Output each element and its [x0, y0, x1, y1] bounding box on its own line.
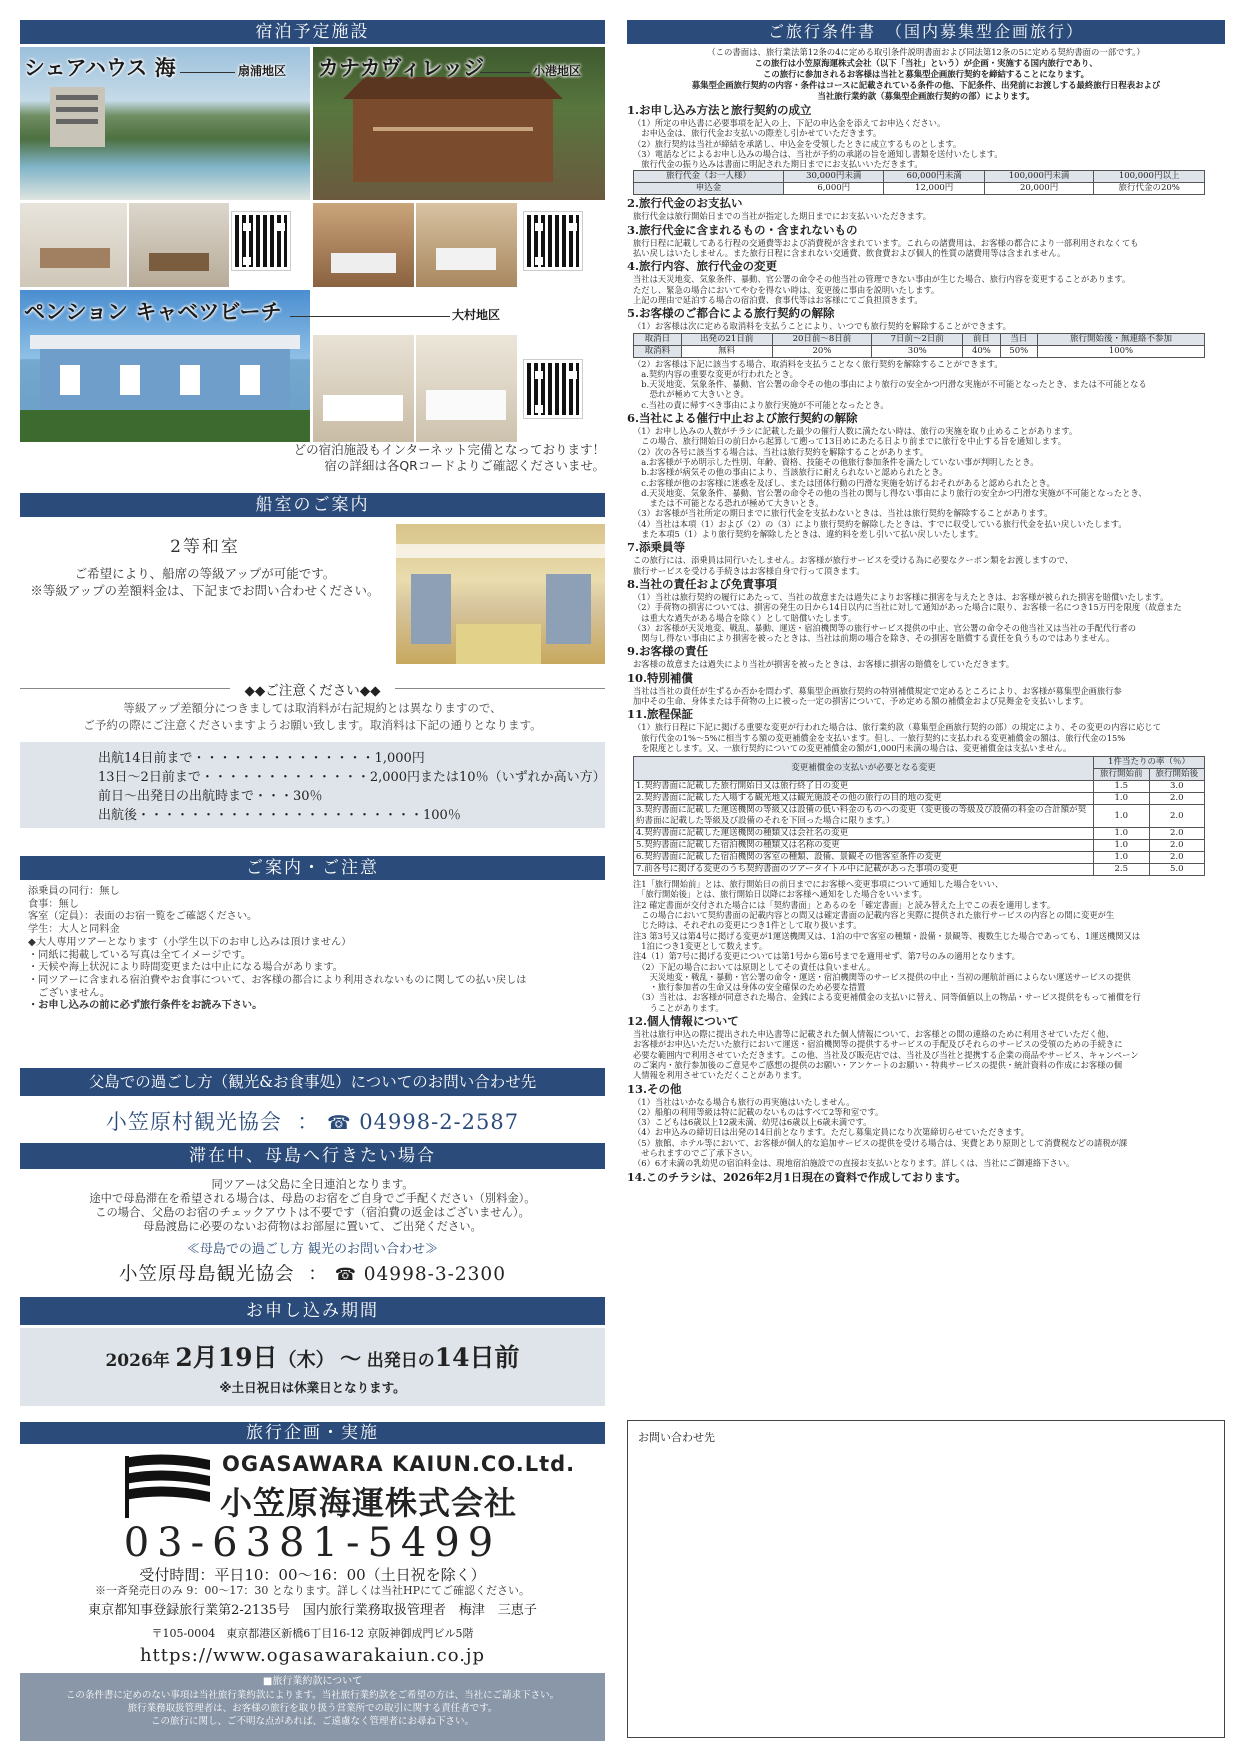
section-13-line: （2）船舶の利用等級は特に記載のないものはすべて2等和室です。 — [633, 1106, 884, 1117]
deposit-cell: 30,000円未満 — [784, 171, 884, 183]
section-12-line: 当社は旅行申込の際に提出された申込書等に記載された個人情報について、お客様との間の連絡のために利用させていただく他、 — [633, 1029, 1114, 1040]
cancel-cell: 20日前～8日前 — [772, 333, 872, 345]
organizer-section — [20, 1422, 605, 1444]
section-13-title: 13.その他 — [627, 1081, 682, 1096]
share-house-qr-icon[interactable] — [232, 212, 290, 270]
period-tilde: ～ — [340, 1346, 362, 1371]
facilities-note-1: どの宿泊施設もインターネット完備となっております！ — [293, 442, 605, 457]
organizer-header: 旅行企画・実施 — [20, 1422, 605, 1444]
kanaka-room-photo-2 — [416, 203, 517, 287]
section-7-title: 7.添乗員等 — [627, 540, 686, 555]
guide-line: 食事：無し — [28, 898, 79, 910]
facilities-section — [20, 20, 605, 44]
section-1-line: （2）旅行契約は当社が締結を承諾し、申込金を受領したときに成立するものとします。 — [633, 138, 962, 149]
comp-cell: 2.0 — [1149, 828, 1205, 840]
guide-line: ・お申し込みの前に必ず旅行条件をお読み下さい。 — [28, 1000, 263, 1012]
section-2-title: 2.旅行代金のお支払い — [627, 196, 743, 211]
section-6-line: a.お客様が予め明示した性別、年齢、資格、技能その他旅行参加条件を満たしていない事が判明したとき。 — [633, 456, 1039, 467]
section-6-line: （2）次の各号に該当する場合は、当社は旅行契約を解除することがあります。 — [633, 446, 929, 457]
note-line: 注4（1）第7号に掲げる変更については第1号から第6号までを適用せず、第7号のみの適用となります。 — [633, 951, 1020, 962]
section-1-line: お申込金は、旅行代金お支払いの際差し引かせていただきます。 — [633, 128, 882, 139]
intro-line: この旅行に参加されるお客様は当社と募集型企画旅行契約を締結することになります。 — [763, 69, 1089, 79]
facility-name-2: カナカヴィレッジ — [318, 56, 485, 80]
comp-cell: 2.0 — [1149, 805, 1205, 828]
conditions-header: ご旅行条件書 （国内募集型企画旅行） — [627, 20, 1225, 44]
section-5-line: 恐れが極めて大きいとき。 — [633, 389, 749, 400]
deposit-cell: 旅行代金の20% — [1094, 183, 1205, 195]
section-8-line: （2）手荷物の損害については、損害の発生の日から14日以内に当社に対して通知があった場合に限り、お客様一名につき15万円を限度（故意また — [633, 602, 1182, 613]
hahajima-contact: 小笠原母島観光協会 ： ☎ 04998-3-2300 — [119, 1264, 506, 1285]
deposit-cell: 6,000円 — [784, 183, 884, 195]
period-days: 14日前 — [434, 1343, 520, 1372]
cancel-cell: 無料 — [681, 345, 772, 357]
hahajima-section — [20, 1143, 605, 1169]
guide-line: 添乗員の同行：無し — [28, 886, 120, 897]
period-section — [20, 1297, 605, 1325]
note-line: 注2 確定書面が交付された場合には「契約書面」とあるのを「確定書面」と読み替えた上でこの表を適用します。 — [633, 899, 1056, 910]
hahajima-line: この場合、父島のお宿のチェックアウトは不要です（宿泊費の返金はございません）。 — [95, 1206, 530, 1219]
note-line: 1泊につき1変更として数えます。 — [633, 940, 768, 951]
period-date — [20, 1338, 605, 1374]
cancel-cell: 30% — [872, 345, 963, 357]
section-12-line: 人情報を利用させていただくことがあります。 — [633, 1070, 807, 1081]
hahajima-sub: ≪母島での過ごし方 観光のお問い合わせ≫ — [186, 1242, 439, 1257]
comp-cell: 1.0 — [1094, 840, 1150, 852]
cancel-cell: 当日 — [1000, 333, 1037, 345]
hahajima-header: 滞在中、母島へ行きたい場合 — [20, 1143, 605, 1169]
section-7-line: 旅行サービスを受ける手続きはお客様自身で行って頂きます。 — [633, 565, 865, 576]
deposit-cell: 12,000円 — [884, 183, 984, 195]
section-5-title: 5.お客様のご都合による旅行契約の解除 — [627, 306, 835, 321]
cabin-title: 2等和室 — [170, 537, 240, 557]
section-14-title: 14.このチラシは、2026年2月1日現在の資料で作成しております。 — [627, 1170, 967, 1184]
pension-qr-icon[interactable] — [524, 360, 582, 418]
section-4-line: 上記の理由で延泊する場合の宿泊費、食事代等はお客様にてご負担頂きます。 — [633, 294, 923, 305]
share-house-room-photo-1 — [20, 203, 127, 287]
guide-line: ・同ツアーに含まれる宿泊費やお食事について、お客様の都合により利用されないものに関しての払い戻しは — [28, 974, 527, 986]
facility-area-3: 大村地区 — [452, 308, 501, 322]
section-10-line: 当社は当社の責任が生ずるか否かを問わず、募集型企画旅行契約の特別補償規定で定めるところにより、お客様が募集型企画旅行参 — [633, 685, 1122, 696]
comp-head: 旅行開始後 — [1149, 769, 1205, 781]
section-6-line: また本項5（1）より旅行契約を解除したときは、違約料を差し引いて払い戻しいたします。 — [633, 529, 984, 540]
comp-cell: 1.契約書面に記載した旅行開始日又は旅行終了日の変更 — [634, 781, 1094, 793]
facilities-header: 宿泊予定施設 — [20, 20, 605, 44]
company-name-jp: 小笠原海運株式会社 — [220, 1484, 518, 1522]
guide-line: 学生：大人と同料金 — [28, 924, 120, 936]
facility-area-1: 扇浦地区 — [238, 64, 287, 78]
section-13-line: せられますのでご了承下さい。 — [633, 1148, 758, 1158]
cancel-cell: 取消日 — [634, 333, 682, 345]
section-13-line: （4）お申込みの締切日は出発の14日前となります。ただし募集定員になり次第締切らせていただきます。 — [633, 1127, 1029, 1138]
section-5-line: （2）お客様は下記に該当する場合、取消料を支払うことなく旅行契約を解除することができます。 — [633, 358, 1003, 369]
cabin-photo — [396, 524, 605, 664]
note-line: 注1「旅行開始前」とは、旅行開始日の前日までにお客様へ変更事項について通知した場合をいい、 — [633, 879, 1004, 890]
terms-footer-title: ■旅行業約款について — [262, 1676, 363, 1687]
comp-cell: 2.0 — [1149, 852, 1205, 864]
section-6-line: c.お客様が他のお客様に迷惑を及ぼし、または団体行動の円滑な実施を妨げるおそれがあると認められたとき。 — [633, 477, 1055, 488]
caution-line-2: ご予約の際にご注意くださいますようお願い致します。取消料は下記の通りとなります。 — [83, 718, 542, 732]
cancel-cell: 7日前～2日前 — [872, 333, 963, 345]
hahajima-line: 母島渡島に必要のないお荷物はお部屋に置いて、ご出発ください。 — [143, 1220, 482, 1233]
hahajima-line: 途中で母島滞在を希望される場合は、母島のお宿をご自身でご手配ください（別料金）。 — [89, 1192, 536, 1205]
caution-rule-right — [395, 688, 605, 689]
comp-cell: 2.0 — [1149, 793, 1205, 805]
compensation-table — [633, 756, 1205, 876]
note-line: （2）下記の場合においては原則としてその責任は負いません。 — [633, 961, 876, 972]
pension-room-photo-1 — [313, 335, 414, 442]
section-13-line: （6）6才未満の乳幼児の宿泊料金は、現地宿泊施設での直接お支払いとなります。詳しくは、当社にご御連絡下さい。 — [633, 1158, 1075, 1169]
fee-line-1: 出航14日前まで・・・・・・・・・・・・・・1,000円 — [98, 751, 425, 766]
intro-line: この旅行は小笠原海運株式会社（以下「当社」という）が企画・実施する国内旅行であり、 — [754, 58, 1098, 68]
cancel-cell: 出発の21日前 — [681, 333, 772, 345]
section-1-title: 1.お申し込み方法と旅行契約の成立 — [627, 103, 812, 117]
facility-line-2 — [480, 72, 530, 73]
deposit-cell: 20,000円 — [984, 183, 1093, 195]
deposit-cell: 100,000円未満 — [984, 171, 1093, 183]
hahajima-line: 同ツアーは父島に全日連泊となります。 — [211, 1178, 414, 1191]
caution-title: ◆◆ご注意ください◆◆ — [244, 683, 381, 699]
section-7-line: この旅行には、添乗員は同行いたしません。お客様が旅行サービスを受ける為に必要なクーポン類をお渡しますので、 — [633, 555, 1074, 566]
section-4-line: 当社は天災地変、気象条件、暴動、官公署の命令その他当社の管理できない事由が生じた場合、旅行内容を変更することがあります。 — [633, 274, 1131, 285]
company-tel[interactable]: 03-6381-5499 — [123, 1520, 502, 1566]
deposit-table — [633, 170, 1205, 195]
share-house-room-photo-2 — [129, 203, 229, 287]
section-1-line: （3）電話などによるお申し込みの場合は、当社が予約の承諾の旨を通知し書類を送付いたします。 — [633, 148, 1003, 159]
section-6-line: （3）お客様が当社所定の期日までに旅行代金を支払わないときは、当社は旅行契約を解除することがあります。 — [633, 508, 1053, 519]
cabin-header: 船室のご案内 — [20, 493, 605, 517]
note-line: じた時は、それぞれの変更につき1件として取り扱います。 — [633, 920, 862, 931]
guide-line: 客室（定員）：表面のお宿一覧をご確認ください。 — [28, 911, 258, 923]
company-license: 東京都知事登録旅行業第2-2135号 国内旅行業務取扱管理者 梅津 三恵子 — [88, 1603, 537, 1618]
intro-line: 当社旅行業約款（募集型企画旅行契約の部）によります。 — [817, 91, 1035, 101]
note-line: 天災地変・戦乱・暴動・官公署の命令・運送・宿泊機関等のサービス提供の中止・当初の運航計画によらない運送サービスの提供 — [633, 971, 1131, 982]
comp-cell: 2.契約書面に記載した入場する観光地又は観光施設その他の旅行の目的地の変更 — [634, 793, 1094, 805]
company-url[interactable]: https://www.ogasawarakaiun.co.jp — [139, 1645, 486, 1666]
guide-header: ご案内・ご注意 — [20, 856, 605, 880]
company-name-en: OGASAWARA KAIUN.CO.Ltd. — [222, 1452, 576, 1476]
terms-footer — [20, 1673, 605, 1741]
hahajima-lines — [20, 1178, 605, 1234]
note-line: うことがあります。 — [633, 1002, 724, 1013]
period-box — [20, 1328, 605, 1406]
contact-box — [627, 1420, 1225, 1738]
comp-cell: 5.0 — [1149, 864, 1205, 876]
terms-footer-line: この旅行に関し、ご不明な点があれば、ご遠慮なく管理者にお尋ね下さい。 — [150, 1716, 474, 1727]
facility-area-2: 小港地区 — [533, 64, 582, 78]
cancel-cell: 取消料 — [634, 345, 682, 357]
caution-line-1: 等級アップ差額分につきましては取消料が右記規約とは異なりますので、 — [123, 701, 502, 715]
company-hours-note: ※一斉発売日のみ 9：00～17：30 となります。詳しくは当社HPにてご確認ください。 — [94, 1584, 531, 1597]
section-13-line: （1）当社はいかなる場合も旅行の再実施はいたしません。 — [633, 1096, 855, 1107]
cancel-table — [633, 333, 1205, 358]
note-line: （3）当社は、お客様が同意された場合、金銭による変更補償金の支払いに替え、同等価値以上の物品・サービス提供をもって補償を行 — [633, 992, 1141, 1003]
cancel-cell: 前日 — [963, 333, 1000, 345]
caution-rule-left — [20, 688, 230, 689]
comp-head: 旅行開始前 — [1094, 769, 1150, 781]
note-line: この場合において契約書面の記載内容との間又は確定書面の記載内容と実際に提供された旅行サービスの内容との間に変更が生 — [633, 910, 1115, 921]
section-12-line: のご案内・旅行参加後のご意見やご感想の提供のお願い・アンケートのお願い・特典サービスの提供・統計資料の作成にお客様の個 — [633, 1059, 1123, 1070]
section-5-line: a.契約内容の重要な変更が行われたとき。 — [633, 368, 798, 379]
comp-cell: 1.0 — [1094, 793, 1150, 805]
comp-cell: 3.0 — [1149, 781, 1205, 793]
section-6-line: この場合、旅行開始日の前日から起算して遡って13日めにあたる日より前までに旅行を中止する旨を通知します。 — [633, 436, 1067, 447]
kanaka-qr-icon[interactable] — [524, 212, 582, 270]
deposit-cell: 申込金 — [634, 183, 784, 195]
phone-icon: ☎ — [326, 1112, 352, 1134]
section-8-line: （1）当社は旅行契約の履行にあたって、当社の故意または過失によりお客様に損害を与えたときは、お客様が被られた損害を賠償いたします。 — [633, 591, 1169, 602]
comp-cell: 1.0 — [1094, 852, 1150, 864]
fee-line-4: 出航後・・・・・・・・・・・・・・・・・・・・・・100％ — [98, 808, 461, 823]
chichijima-header: 父島での過ごし方（観光&お食事処）についてのお問い合わせ先 — [20, 1068, 605, 1096]
section-4-title: 4.旅行内容、旅行代金の変更 — [627, 259, 778, 274]
comp-cell: 4.契約書面に記載した運送機関の種類又は会社名の変更 — [634, 828, 1094, 840]
facility-name-3: ペンション キャベツビーチ — [24, 300, 282, 324]
section-3-line: 旅行日程に記載してある行程の交通費等および消費税が含まれています。これらの諸費用は、お客様の都合により一部利用されなくても — [633, 237, 1139, 248]
hahajima-tel[interactable]: 04998-3-2300 — [363, 1264, 506, 1285]
section-11-line: 旅行代金の1%～5%に相当する額の変更補償金を支払います。但し、一旅行契約に支払われる変更補償金の額は、旅行代金の15% — [633, 732, 1126, 743]
terms-footer-line: 旅行業務取扱管理者は、お客様の旅行を取り扱う営業所での取引に関する責任者です。 — [127, 1703, 498, 1714]
comp-cell: 2.5 — [1094, 864, 1150, 876]
section-6-line: d.天災地変、気象条件、暴動、官公署の命令その他の当社の関与し得ない事由により旅行の安全かつ円滑な実施が不可能となったとき、 — [633, 487, 1147, 498]
comp-cell: 1.0 — [1094, 805, 1150, 828]
section-6-line: b.お客様が病気その他の事由により、当該旅行に耐えられないと認められたとき。 — [633, 467, 948, 478]
terms-footer-line: この条件書に定めのない事項は当社旅行業約款によります。当社旅行業約款をご希望の方は、当社にご請求下さい。 — [65, 1690, 560, 1701]
note-line: ・旅行参加者の生命又は身体の安全確保のため必要な措置 — [633, 982, 866, 993]
period-header: お申し込み期間 — [20, 1297, 605, 1325]
note-line: 注3 第3号又は第4号に掲げる変更が1運送機関又は、1泊の中で客室の種類・設備・景観等、複数生じた場合であっても、1運送機関又は — [633, 930, 1141, 941]
comp-head: 1件当たりの率（％） — [1094, 757, 1205, 769]
cabin-desc-2: ※等級アップの差額料金は、下記までお問い合わせください。 — [30, 583, 380, 598]
conditions-section — [627, 20, 1225, 1185]
section-5-line: c.当社の責に帰すべき事由により旅行実施が不可能となったとき。 — [633, 399, 889, 410]
cancel-cell: 50% — [1000, 345, 1037, 357]
intro-line: 募集型企画旅行契約の内容・条件はコースに記載されている条件の他、下記条件、出発前にお渡しする最終旅行日程表および — [691, 80, 1161, 90]
deposit-cell: 旅行代金（お一人様） — [634, 171, 784, 183]
hahajima-org: 小笠原母島観光協会 — [119, 1264, 295, 1285]
section-11-title: 11.旅程保証 — [627, 707, 694, 722]
facility-name-1: シェアハウス 海 — [24, 56, 176, 80]
pension-room-photo-2 — [416, 335, 517, 442]
facilities-note-2: 宿の詳細は各QRコードよりご確認くださいませ。 — [324, 458, 605, 473]
comp-cell: 5.契約書面に記載した宿泊機関の種類又は名称の変更 — [634, 840, 1094, 852]
section-3-title: 3.旅行代金に含まれるもの・含まれないもの — [627, 222, 858, 237]
section-2-line: 旅行代金は旅行開始日までの当社が指定した期日までにお支払いいただきます。 — [633, 211, 932, 222]
section-8-title: 8.当社の責任および免責事項 — [627, 576, 778, 591]
kanaka-room-photo-1 — [313, 203, 414, 287]
section-13-line: （3）こどもは6歳以上12歳未満、幼児は6歳以上6歳未満です。 — [633, 1117, 872, 1128]
comp-cell: 3.契約書面に記載した運送機関の等級又は設備の低い料金のものへの変更（変更後の等級及び設備の料金の合計額が契約書面に記載した等級及び設備のそれを下回った場合に限ります。） — [634, 805, 1094, 828]
section-1-line: 旅行代金の振り込みは書面に明記された期日までにお支払いいただきます。 — [633, 159, 923, 170]
chichijima-contact: 小笠原村観光協会 ： ☎ 04998-2-2587 — [105, 1110, 520, 1134]
section-10-line: 加中その生命、身体または手荷物の上に被った一定の損害について、予め定める額の補償金および見舞金を支払いします。 — [633, 695, 1089, 706]
section-11-line: （1）旅行日程に下記に掲げる重要な変更が行われた場合は、旅行業約款（募集型企画旅行契約の部）の規定により、その変更の内容に応じて — [633, 722, 1161, 733]
section-6-line: （1）お申し込みの人数がチラシに記載した最少の催行人数に満たない時は、旅行の実施を取り止めることがあります。 — [633, 426, 1078, 437]
period-year: 2026年 — [105, 1351, 170, 1371]
company-logo-icon — [120, 1450, 215, 1520]
section-12-title: 12.個人情報について — [627, 1014, 739, 1029]
cabin-desc-1: ご希望により、船席の等級アップが可能です。 — [74, 566, 336, 581]
section-3-line: 払い戻しはいたしません。また旅行日程に含まれない交通費、飲食費および個人的性質の諸費用等は含まれません。 — [633, 248, 1066, 259]
contact-label: お問い合わせ先 — [638, 1431, 715, 1444]
facility-line-1 — [180, 72, 235, 73]
caution-fee-box — [20, 742, 605, 828]
note-line: 「旅行開始後」とは、旅行開始日以降にお客様へ通知をした場合をいいます。 — [633, 889, 927, 900]
section-11-line: を限度とします。又、一旅行契約についての変更補償金の額が1,000円未満の場合は、変更補償金は支払いません。 — [633, 742, 1072, 753]
guide-section — [20, 856, 605, 880]
guide-line: ございません。 — [28, 987, 111, 999]
phone-icon: ☎ — [334, 1265, 357, 1285]
company-hours: 受付時間：平日10：00～16：00（土日祝を除く） — [139, 1566, 486, 1584]
section-8-line: 関与し得ない事由により損害を被ったときは、当社は前期の場合を除き、その損害を賠償する責任を負うものではありません。 — [633, 633, 1115, 644]
section-9-title: 9.お客様の責任 — [627, 644, 709, 659]
guide-line: ・天候や海上状況により時間変更または中止になる場合があります。 — [28, 962, 343, 974]
section-12-line: 必要な範囲内で利用させていただきます。この他、当社及び販売店では、当社及び当社と提携する企業の商品やサービス、キャンペーン — [633, 1049, 1139, 1060]
section-9-line: お客様の故意または過失により当社が損害を被ったときは、お客様に損害の賠償をしていただきます。 — [633, 659, 1014, 670]
section-8-line: は重大な過失がある場合を除く）として賠償いたします。 — [633, 612, 857, 623]
intro-line: （この書面は、旅行業法第12条の4に定める取引条件説明書面および同法第12条の5に定める契約書面の一部です。） — [707, 47, 1145, 57]
cancel-cell: 40% — [963, 345, 1000, 357]
comp-head: 変更補償金の支払いが必要となる変更 — [634, 757, 1094, 781]
comp-cell: 6.契約書面に記載した宿泊機関の客室の種類、設備、景観その他客室条件の変更 — [634, 852, 1094, 864]
cancel-cell: 100% — [1037, 345, 1204, 357]
chichijima-tel[interactable]: 04998-2-2587 — [359, 1110, 520, 1134]
section-5-line: （1）お客様は次に定める取消料を支払うことにより、いつでも旅行契約を解除することができます。 — [633, 321, 1011, 332]
conditions-intro — [627, 47, 1225, 102]
fee-line-3: 前日～出発日の出航時まで・・・30％ — [98, 789, 323, 804]
section-5-line: b.天災地変、気象条件、暴動、官公署の命令その他の事由により旅行の安全かつ円滑な実施が不可能となったとき、または不可能となる — [633, 379, 1147, 390]
section-6-line: （4）当社は本項（1）および（2）の（3）により旅行契約を解除したときは、すでに収受している旅行代金を払い戻しいたします。 — [633, 518, 1127, 529]
guide-line: ・同紙に掲載している写真は全てイメージです。 — [28, 949, 252, 961]
cancel-cell: 20% — [772, 345, 872, 357]
comp-cell: 2.0 — [1149, 840, 1205, 852]
comp-cell: 1.5 — [1094, 781, 1150, 793]
period-note: ※土日祝日は休業日となります。 — [219, 1380, 406, 1395]
cancel-cell: 旅行開始後・無連絡不参加 — [1037, 333, 1204, 345]
section-6-title: 6.当社による催行中止および旅行契約の解除 — [627, 411, 858, 426]
period-until: 出発日の — [366, 1351, 435, 1371]
deposit-cell: 60,000円未満 — [884, 171, 984, 183]
company-address: 〒105-0004 東京都港区新橋6丁目16-12 京阪神御成門ビル5階 — [151, 1627, 474, 1640]
comp-cell: 1.0 — [1094, 828, 1150, 840]
cabin-section — [20, 493, 605, 517]
section-1-line: （1）所定の申込書に必要事項を記入の上、下記の申込金を添えてお申込ください。 — [633, 118, 946, 128]
section-8-line: （3）お客様が天災地変、戦乱、暴動、運送・宿泊機関等の旅行サービス提供の中止、官公署の命令その他当社又は当社の手配代行者の — [633, 622, 1137, 633]
facility-line-3 — [290, 316, 450, 317]
period-day: 2月19日 — [175, 1343, 278, 1372]
chichijima-section — [20, 1068, 605, 1096]
period-dow: （木） — [277, 1349, 335, 1371]
guide-line: ◆大人専用ツアーとなります（小学生以下のお申し込みは頂けません） — [28, 936, 352, 948]
section-4-line: ただし、緊急の場合においてやむを得ない時は、変更後に事由を説明いたします。 — [633, 284, 940, 295]
section-6-line: または不可能となる恐れが極めて大きいとき。 — [633, 498, 824, 509]
fee-line-2: 13日～2日前まで・・・・・・・・・・・・・2,000円または10％（いずれか高い方） — [98, 770, 606, 785]
section-13-line: （5）旅館、ホテル等において、お客様が個人的な追加サービスの提供を受ける場合は、実費とあり原則として消費税などの請税が課 — [633, 1137, 1128, 1148]
guide-list — [28, 886, 603, 1013]
section-10-title: 10.特別補償 — [627, 670, 694, 685]
section-12-line: お客様がお申込いただいた旅行において運送・宿泊機関等の提供するサービスの手配及びそれらのサービスの受領のための手続きに — [633, 1039, 1123, 1050]
comp-cell: 7.前各号に掲げる変更のうち契約書面のツアータイトル中に記載があった事項の変更 — [634, 864, 1094, 876]
deposit-cell: 100,000円以上 — [1094, 171, 1205, 183]
chichijima-org: 小笠原村観光協会 — [105, 1110, 282, 1134]
